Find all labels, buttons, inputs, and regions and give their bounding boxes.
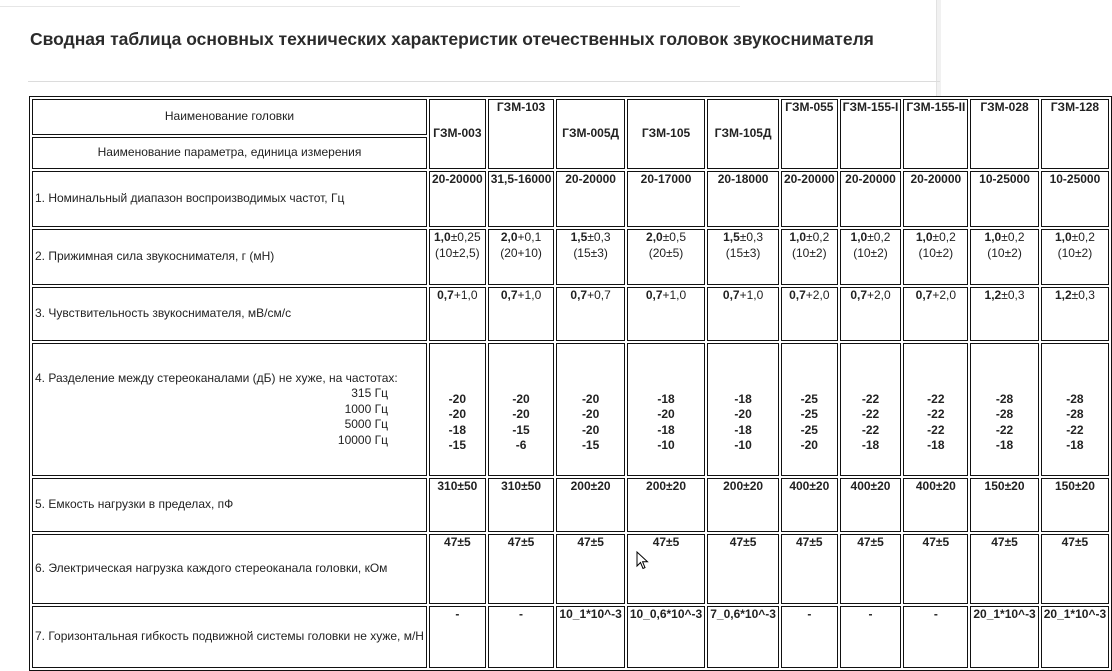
head-gzm-103: ГЗМ-103 (488, 99, 555, 169)
value-sub: (10±2) (987, 245, 1022, 260)
param-label-text: 3. Чувствительность звукоснимателя, мВ/см/с (35, 306, 292, 321)
separation-value: -18 (927, 438, 945, 452)
value-tolerance: +1,0 (739, 288, 764, 302)
separation-value: -15 (581, 438, 600, 452)
value-cell (970, 287, 1038, 341)
table-row (32, 606, 1109, 668)
value-main: 1,5 (723, 230, 740, 244)
separation-value: -22 (1066, 422, 1084, 437)
separation-value: -18 (861, 438, 880, 452)
separation-value: -25 (800, 391, 818, 406)
spec-table-body (32, 99, 1109, 668)
value-sub: (15±3) (573, 245, 608, 260)
value-main: 1,0 (434, 230, 451, 244)
value-cell (781, 229, 838, 285)
separation-value: -18 (1066, 438, 1084, 452)
value-tolerance: ±0,2 (932, 230, 956, 244)
separation-value: -22 (927, 391, 945, 406)
table-row (32, 534, 1109, 604)
value-main: 1,0 (850, 230, 868, 244)
value-line (843, 288, 899, 304)
value-tolerance: +0,1 (517, 230, 542, 244)
value-main: 2,0 (646, 230, 663, 244)
separation-value: -20 (512, 391, 530, 406)
value-main: 1,2 (984, 288, 1002, 302)
separation-value: -28 (1066, 391, 1084, 406)
value-cell (903, 229, 968, 285)
freq-label: 1000 Гц (344, 401, 388, 416)
value-cell (1041, 343, 1109, 476)
separation-value: -22 (995, 422, 1014, 437)
separation-value: -25 (800, 407, 818, 421)
value-cell: 10_1*10^-3 (556, 606, 624, 668)
separation-value: -15 (448, 438, 466, 452)
param-label (32, 606, 427, 668)
separation-value: -22 (861, 407, 880, 421)
value-cell (781, 287, 838, 341)
value-cell: 47±5 (627, 534, 705, 604)
value-cell: 150±20 (970, 478, 1038, 532)
value-tolerance: ±0,3 (1071, 288, 1095, 302)
separation-value: -18 (657, 391, 675, 406)
value-cell: 10-25000 (1041, 171, 1109, 227)
value-cell: 20-18000 (707, 171, 779, 227)
value-line (630, 230, 702, 246)
separation-value: -20 (581, 391, 600, 406)
separation-value: -22 (861, 422, 880, 437)
value-main: 1,0 (789, 230, 807, 244)
value-cell: 47±5 (429, 534, 486, 604)
value-sub: (20±5) (648, 245, 684, 260)
value-tolerance: +1,0 (453, 288, 478, 302)
param-label-text: 4. Разделение между стереоканалами (дБ) не хуже, на частотах: (35, 370, 398, 385)
value-cell: 20_1*10^-3 (1041, 606, 1109, 668)
table-row (32, 287, 1109, 341)
separation-value: -10 (657, 438, 675, 452)
value-line (906, 230, 965, 246)
value-cell: 10_0,6*10^-3 (627, 606, 705, 668)
value-main: 0,7 (915, 288, 933, 302)
value-main: 0,7 (570, 288, 588, 302)
value-sub: (10±2) (792, 245, 827, 260)
separation-value: -28 (995, 391, 1014, 406)
value-cell: - (840, 606, 902, 668)
head-gzm-105: ГЗМ-105 (627, 99, 705, 169)
value-cell: 47±5 (903, 534, 968, 604)
table-row (32, 229, 1109, 285)
param-label-text: 2. Прижимная сила звукоснимателя, г (мН) (35, 249, 275, 264)
spec-table-wrapper (29, 96, 1112, 671)
value-cell: 20-17000 (627, 171, 705, 227)
separation-value: -20 (448, 391, 466, 406)
value-tolerance: +2,0 (932, 288, 957, 302)
value-cell (556, 287, 624, 341)
value-cell: 400±20 (840, 478, 902, 532)
value-cell: 47±5 (556, 534, 624, 604)
value-cell: 20-20000 (781, 171, 838, 227)
value-cell (556, 229, 624, 285)
param-label (32, 229, 427, 285)
value-main: 1,2 (1054, 288, 1072, 302)
value-line (710, 230, 776, 246)
value-line (973, 288, 1035, 304)
table-row (32, 478, 1109, 532)
value-cell (970, 229, 1038, 285)
value-tolerance: ±0,3 (587, 230, 611, 244)
head-gzm-128: ГЗМ-128 (1041, 99, 1109, 169)
separation-value: -20 (448, 407, 466, 421)
head-gzm-003: ГЗМ-003 (429, 99, 486, 169)
value-cell: 150±20 (1041, 478, 1109, 532)
value-main: 1,0 (984, 230, 1002, 244)
separation-value: -25 (800, 422, 818, 437)
value-cell (707, 229, 779, 285)
value-cell (429, 287, 486, 341)
value-sub: (10±2) (1057, 245, 1093, 260)
top-rule (0, 0, 740, 7)
value-cell: 31,5-16000 (488, 171, 555, 227)
freq-label: 10000 Гц (337, 432, 388, 447)
value-cell (627, 287, 705, 341)
value-main: 0,7 (789, 288, 806, 302)
value-cell: - (488, 606, 555, 668)
value-line (630, 288, 702, 304)
value-cell (488, 343, 555, 476)
separation-value: -10 (734, 438, 752, 452)
value-cell (840, 287, 902, 341)
value-cell: 310±50 (429, 478, 486, 532)
value-tolerance: ±0,2 (867, 230, 891, 244)
head-gzm-105d: ГЗМ-105Д (707, 99, 779, 169)
value-cell: 47±5 (1041, 534, 1109, 604)
separation-value: -15 (512, 422, 530, 437)
value-tolerance: ±0,2 (1071, 230, 1095, 244)
param-label (32, 534, 427, 604)
mouse-cursor-icon (636, 551, 650, 571)
separation-value: -18 (995, 438, 1014, 452)
param-label (32, 171, 427, 227)
separation-value: -28 (995, 407, 1014, 421)
value-cell: 200±20 (627, 478, 705, 532)
param-label-text: 5. Емкость нагрузки в пределах, пФ (35, 497, 234, 512)
value-cell (429, 229, 486, 285)
table-row (32, 343, 1109, 476)
value-tolerance: +2,0 (867, 288, 891, 302)
value-cell: 47±5 (781, 534, 838, 604)
freq-label: 315 Гц (351, 386, 388, 401)
head-gzm-155-ii: ГЗМ-155-II (903, 99, 968, 169)
value-main: 0,7 (500, 288, 518, 302)
page-title: Сводная таблица основных технических характеристик отечественных головок звукоснимателя (30, 29, 874, 49)
value-tolerance: ±0,3 (739, 230, 764, 244)
value-line (906, 288, 965, 304)
head-gzm-005d: ГЗМ-005Д (556, 99, 624, 169)
value-cell (1041, 287, 1109, 341)
head-gzm-155-i: ГЗМ-155-I (840, 99, 902, 169)
value-cell (903, 287, 968, 341)
value-tolerance: +1,0 (517, 288, 542, 302)
value-cell (488, 287, 555, 341)
header-row (32, 99, 1109, 135)
value-main: 1,0 (915, 230, 933, 244)
value-line (843, 230, 899, 246)
separation-value: -20 (734, 407, 752, 421)
value-tolerance: +2,0 (805, 288, 830, 302)
head-gzm-028: ГЗМ-028 (970, 99, 1038, 169)
value-cell (840, 229, 902, 285)
value-sub: (10±2,5) (435, 245, 480, 260)
value-cell (1041, 229, 1109, 285)
separation-value: -18 (734, 422, 752, 437)
value-cell: 47±5 (970, 534, 1038, 604)
value-tolerance: ±0,5 (662, 230, 686, 244)
value-cell (627, 229, 705, 285)
separation-value: -20 (657, 407, 675, 421)
value-main: 1,0 (1054, 230, 1072, 244)
value-cell: 200±20 (556, 478, 624, 532)
value-line (1044, 288, 1106, 304)
separation-value: -18 (448, 422, 466, 437)
corner-param-label: Наименование параметра, единица измерения (32, 137, 427, 169)
value-line (491, 288, 552, 304)
value-cell: 20-20000 (840, 171, 902, 227)
value-cell (707, 287, 779, 341)
separation-value: -18 (657, 422, 675, 437)
value-cell: 47±5 (707, 534, 779, 604)
title-divider (28, 81, 940, 82)
value-sub: (10±2) (918, 245, 954, 260)
spec-table (29, 96, 1112, 671)
separation-value: -20 (512, 407, 530, 421)
value-sub: (15±3) (725, 245, 761, 260)
freq-label: 5000 Гц (344, 417, 388, 432)
value-cell: 310±50 (488, 478, 555, 532)
value-main: 0,7 (645, 288, 663, 302)
value-cell (429, 343, 486, 476)
value-line (432, 230, 483, 246)
value-line (559, 230, 621, 246)
value-cell: 47±5 (488, 534, 555, 604)
param-label (32, 478, 427, 532)
param-label-text: 6. Электрическая нагрузка каждого стереоканала головки, кОм (35, 561, 388, 576)
value-main: 2,0 (500, 230, 518, 244)
value-cell (781, 343, 838, 476)
separation-value: -20 (800, 438, 818, 452)
param-label (32, 287, 427, 341)
separation-value: -18 (734, 391, 752, 406)
separation-value: -28 (1066, 407, 1084, 421)
param-label-text: 7. Горизонтальная гибкость подвижной системы головки не хуже, м/Н (35, 629, 424, 644)
head-gzm-055: ГЗМ-055 (781, 99, 838, 169)
separation-value: -6 (515, 438, 527, 452)
value-tolerance: ±0,2 (806, 230, 830, 244)
value-tolerance: ±0,2 (1001, 230, 1025, 244)
value-main: 0,7 (722, 288, 740, 302)
separation-value: -22 (927, 407, 945, 421)
value-cell (970, 343, 1038, 476)
value-cell: 20_1*10^-3 (970, 606, 1038, 668)
value-tolerance: ±0,25 (450, 230, 481, 244)
param-label-text: 1. Номинальный диапазон воспроизводимых частот, Гц (35, 191, 345, 206)
value-line (784, 288, 835, 304)
value-tolerance: +0,7 (587, 288, 611, 302)
value-cell (627, 343, 705, 476)
value-cell: 47±5 (840, 534, 902, 604)
value-tolerance: ±0,3 (1001, 288, 1025, 302)
value-sub: (20+10) (500, 245, 542, 260)
value-cell (707, 343, 779, 476)
value-main: 1,5 (570, 230, 588, 244)
value-cell: - (903, 606, 968, 668)
value-cell (488, 229, 555, 285)
value-cell: - (781, 606, 838, 668)
value-line (1044, 230, 1106, 246)
value-main: 0,7 (437, 288, 454, 302)
value-line (559, 288, 621, 304)
value-cell (556, 343, 624, 476)
corner-head-label: Наименование головки (32, 99, 427, 135)
separation-value: -22 (927, 422, 945, 437)
value-cell: 20-20000 (903, 171, 968, 227)
param-label (32, 343, 427, 476)
separation-value: -20 (581, 407, 600, 421)
value-tolerance: +1,0 (662, 288, 687, 302)
value-sub: (10±2) (853, 245, 888, 260)
value-cell (840, 343, 902, 476)
value-main: 0,7 (850, 288, 867, 302)
value-cell: - (429, 606, 486, 668)
value-cell: 20-20000 (556, 171, 624, 227)
value-line (710, 288, 776, 304)
separation-value: -20 (581, 422, 600, 437)
value-cell (903, 343, 968, 476)
value-cell: 10-25000 (970, 171, 1038, 227)
value-cell: 400±20 (903, 478, 968, 532)
separation-value: -22 (861, 391, 880, 406)
value-cell: 7_0,6*10^-3 (707, 606, 779, 668)
value-line (491, 230, 552, 246)
value-cell: 20-20000 (429, 171, 486, 227)
value-line (784, 230, 835, 246)
table-row (32, 171, 1109, 227)
value-cell: 200±20 (707, 478, 779, 532)
value-cell: 400±20 (781, 478, 838, 532)
value-line (432, 288, 483, 304)
value-line (973, 230, 1035, 246)
